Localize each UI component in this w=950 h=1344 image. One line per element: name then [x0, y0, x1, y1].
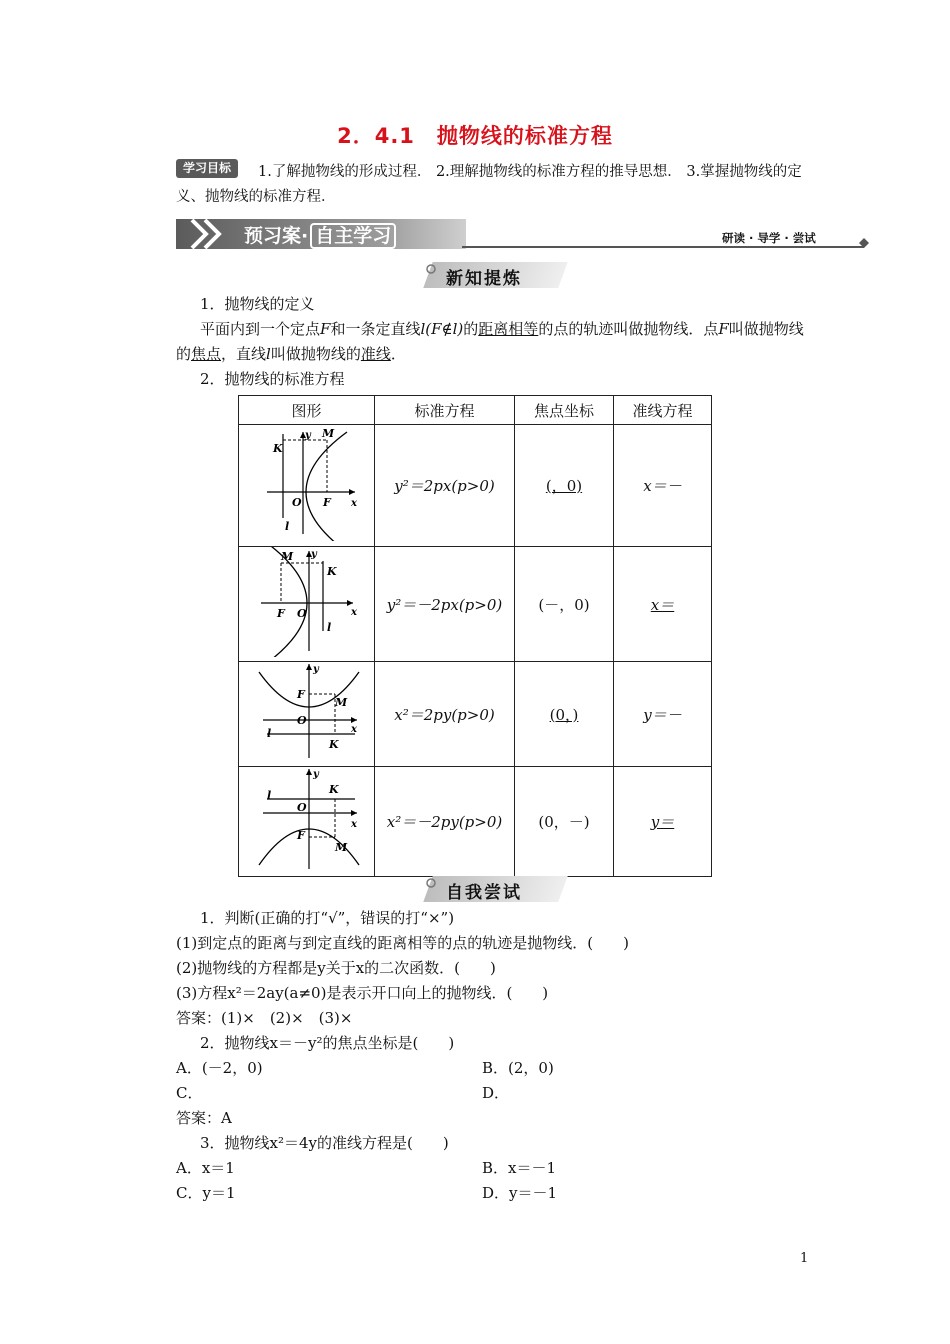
parabola-down-figure	[247, 767, 367, 872]
standard-equation-table	[238, 395, 712, 877]
banner-dot: ·	[301, 225, 309, 247]
definition-paragraph	[176, 317, 810, 367]
label-K: K	[328, 783, 339, 796]
learning-goals-badge: 学习目标	[176, 159, 238, 178]
banner-title-b: 自主学习	[310, 223, 396, 249]
label-K: K	[326, 565, 337, 578]
focus-cell	[515, 662, 614, 767]
def-period: ．	[390, 345, 406, 363]
label-K: K	[272, 442, 283, 455]
directrix-cell	[614, 767, 712, 877]
option-B: B．x＝－1	[482, 1159, 557, 1177]
figure-cell	[239, 767, 375, 877]
directrix-value: y＝	[650, 813, 675, 831]
figure-cell	[239, 425, 375, 547]
label-x: x	[350, 724, 357, 735]
def-var-F2: F	[718, 320, 729, 338]
parabola-left-figure	[247, 547, 367, 657]
table-row	[239, 425, 712, 547]
self-test-block	[176, 906, 816, 1206]
table-row	[239, 767, 712, 877]
question-1-2: (2)抛物线的方程都是y关于x的二次函数．( )	[176, 959, 496, 977]
def-var-F: F	[320, 320, 331, 338]
standard-equation-title: 2．抛物线的标准方程	[200, 370, 345, 388]
def-directrix: 准线	[360, 345, 391, 363]
def-equal-distance: 距离相等	[478, 320, 539, 338]
focus-value: (，0)	[545, 477, 583, 495]
label-l: l	[284, 520, 289, 533]
pen-icon	[424, 262, 438, 276]
label-y: y	[310, 549, 317, 560]
question-3-options-ab	[176, 1156, 816, 1181]
question-1-3: (3)方程x²＝2ay(a≠0)是表示开口向上的抛物线．( )	[176, 984, 549, 1002]
def-text-a: 平面内到一个定点	[200, 320, 321, 338]
def-text-d: 的点的轨迹叫做抛物线．点	[538, 320, 719, 338]
question-2-options-ab	[176, 1056, 816, 1081]
def-condition: (F∉l)	[425, 320, 464, 338]
label-M: M	[280, 550, 293, 563]
header-equation: 标准方程	[375, 396, 515, 425]
def-text-e: 叫做抛物线的	[176, 320, 804, 363]
page-number: 1	[800, 1251, 809, 1266]
def-var-l2: l	[266, 345, 271, 363]
banner-title	[244, 221, 396, 249]
def-text-f: ，直线	[221, 345, 267, 363]
label-x: x	[350, 819, 357, 830]
label-F: F	[276, 607, 285, 620]
answer-1: 答案：(1)× (2)× (3)×	[176, 1009, 353, 1027]
figure-cell	[239, 662, 375, 767]
header-focus: 焦点坐标	[515, 396, 614, 425]
header-directrix: 准线方程	[614, 396, 712, 425]
label-M: M	[334, 841, 347, 854]
section-heading-new-knowledge: 新知提炼	[446, 269, 522, 289]
label-y: y	[304, 430, 311, 441]
label-O: O	[296, 801, 307, 814]
option-D: D．y＝－1	[482, 1184, 558, 1202]
label-y: y	[312, 664, 319, 675]
def-text-g: 叫做抛物线的	[270, 345, 361, 363]
equation-cell: y²＝－2px(p>0)	[375, 547, 515, 662]
equation-cell: y²＝2px(p>0)	[375, 425, 515, 547]
question-1-1: (1)到定点的距离与到定直线的距离相等的点的轨迹是抛物线．( )	[176, 934, 629, 952]
directrix-cell: x＝－	[614, 425, 712, 547]
page-title: 2．4.1 抛物线的标准方程	[337, 124, 613, 148]
definition-title: 1．抛物线的定义	[200, 295, 315, 313]
banner-subtitle: 研读 · 导学 · 尝试	[722, 231, 816, 245]
focus-cell: (－，0)	[515, 547, 614, 662]
label-O: O	[296, 714, 307, 727]
question-2: 2．抛物线x＝－y²的焦点坐标是( )	[200, 1034, 455, 1052]
option-A: A．(－2，0)	[176, 1059, 263, 1077]
label-l: l	[266, 789, 271, 802]
chevron-right-icon	[188, 217, 228, 251]
option-C: C．y＝1	[176, 1184, 236, 1202]
option-C: C．	[176, 1084, 203, 1102]
focus-cell	[515, 425, 614, 547]
def-focus: 焦点	[191, 345, 222, 363]
section-heading-self-test: 自我尝试	[446, 883, 522, 903]
equation-cell: x²＝－2py(p>0)	[375, 767, 515, 877]
focus-value: (0，)	[549, 705, 579, 724]
question-2-options-cd	[176, 1081, 816, 1106]
label-F: F	[296, 688, 305, 701]
answer-2: 答案：A	[176, 1109, 232, 1127]
label-x: x	[350, 498, 357, 509]
equation-cell: x²＝2py(p>0)	[375, 662, 515, 767]
banner-title-a: 预习案	[244, 225, 302, 247]
table-header-row	[239, 396, 712, 425]
label-x: x	[350, 607, 357, 618]
def-text-c: 的	[463, 320, 479, 338]
def-var-l: l	[420, 320, 426, 338]
label-M: M	[334, 696, 347, 709]
learning-goals-text: 1.了解抛物线的形成过程． 2.理解抛物线的标准方程的推导思想． 3.掌握抛物线的定义、抛物线的标准方程．	[176, 164, 802, 205]
directrix-value: x＝	[650, 595, 675, 614]
directrix-cell	[614, 547, 712, 662]
option-A: A．x＝1	[176, 1159, 235, 1177]
label-O: O	[291, 496, 302, 509]
pen-icon	[424, 876, 438, 890]
label-F: F	[322, 496, 331, 509]
label-F: F	[296, 829, 305, 842]
label-l: l	[326, 621, 331, 634]
question-1: 1．判断(正确的打“√”，错误的打“×”)	[200, 909, 455, 927]
label-K: K	[328, 738, 339, 751]
label-l: l	[266, 727, 271, 740]
question-3: 3．抛物线x²＝4y的准线方程是( )	[200, 1134, 449, 1152]
option-D: D．	[482, 1084, 510, 1102]
question-3-options-cd	[176, 1181, 816, 1206]
parabola-up-figure	[247, 662, 367, 762]
focus-cell: (0，－)	[515, 767, 614, 877]
header-figure: 图形	[239, 396, 375, 425]
label-y: y	[312, 769, 319, 780]
label-M: M	[321, 427, 334, 440]
table-row	[239, 662, 712, 767]
banner-underline	[462, 246, 864, 248]
table-row	[239, 547, 712, 662]
def-text-b: 和一条定直线	[330, 320, 421, 338]
label-O: O	[296, 607, 307, 620]
parabola-right-figure	[247, 426, 367, 541]
diamond-icon	[858, 237, 870, 249]
figure-cell	[239, 547, 375, 662]
directrix-cell: y＝－	[614, 662, 712, 767]
option-B: B．(2，0)	[482, 1059, 554, 1077]
